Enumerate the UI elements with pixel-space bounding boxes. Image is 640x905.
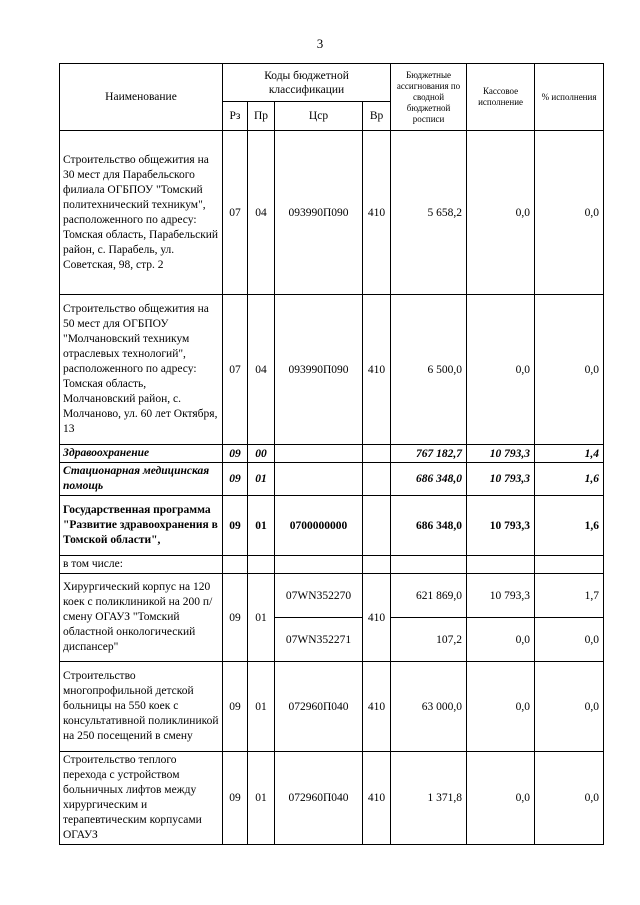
row-budget: 6 500,0: [391, 295, 467, 445]
row-pct: 1,7: [535, 574, 604, 618]
row-name: Государственная программа "Развитие здравоохранения в Томской области",: [60, 496, 223, 556]
budget-table: [59, 63, 604, 845]
row-cash: 0,0: [467, 295, 535, 445]
page-number: 3: [316, 36, 324, 51]
row-name: Хирургический корпус на 120 коек с поликлиникой на 200 п/смену ОГАУЗ "Томский областной онкологический диспансер": [60, 574, 223, 662]
row-pct: 1,4: [535, 445, 604, 463]
header-rz: Рз: [223, 102, 248, 131]
header-csr: Цср: [275, 102, 363, 131]
row-pr: 01: [248, 463, 275, 496]
header-pct: % исполнения: [535, 64, 604, 131]
row-rz: 09: [223, 445, 248, 463]
row-pr: 01: [248, 496, 275, 556]
row-rz: 09: [223, 662, 248, 752]
row-pr: 04: [248, 295, 275, 445]
table-row: [60, 131, 604, 295]
row-rz: 09: [223, 496, 248, 556]
row-rz: 07: [223, 295, 248, 445]
row-csr: 07WN352270: [275, 574, 363, 618]
row-budget: 686 348,0: [391, 496, 467, 556]
row-cash: 10 793,3: [467, 496, 535, 556]
row-cash: 10 793,3: [467, 445, 535, 463]
row-rz: 09: [223, 752, 248, 845]
row-name: Стационарная медицинская помощь: [60, 463, 223, 496]
row-cash: 0,0: [467, 662, 535, 752]
row-csr: 0700000000: [275, 496, 363, 556]
header-vr: Вр: [363, 102, 391, 131]
row-vr: 410: [363, 131, 391, 295]
table-row: [60, 752, 604, 845]
row-vr: 410: [363, 295, 391, 445]
row-csr: 072960П040: [275, 662, 363, 752]
row-budget: 1 371,8: [391, 752, 467, 845]
table-row: [60, 295, 604, 445]
row-cash: 10 793,3: [467, 463, 535, 496]
row-vr: [363, 445, 391, 463]
row-pr: 04: [248, 131, 275, 295]
row-pr: 01: [248, 662, 275, 752]
row-budget: 767 182,7: [391, 445, 467, 463]
row-csr: 072960П040: [275, 752, 363, 845]
row-cash: 0,0: [467, 131, 535, 295]
row-vr: [363, 496, 391, 556]
row-rz: 09: [223, 463, 248, 496]
header-codes-group: Коды бюджетной классификации: [223, 64, 391, 102]
row-pct: 0,0: [535, 662, 604, 752]
row-pr: 00: [248, 445, 275, 463]
row-pct: 0,0: [535, 752, 604, 845]
row-name: Строительство многопрофильной детской больницы на 550 коек с консультативной поликлиникой на 250 посещений в смену: [60, 662, 223, 752]
table-row: [60, 463, 604, 496]
table-row: [60, 496, 604, 556]
row-csr: [275, 463, 363, 496]
row-pct: 1,6: [535, 496, 604, 556]
row-pct: 0,0: [535, 618, 604, 662]
row-name: Строительство общежития на 50 мест для ОГБПОУ "Молчановский техникум отраслевых технологий", расположенного по адресу: Томская область, Молчановский район, с. Молчаново, ул. 60 лет Октября, 13: [60, 295, 223, 445]
row-csr: 093990П090: [275, 131, 363, 295]
table-row: [60, 574, 604, 618]
row-csr: 093990П090: [275, 295, 363, 445]
row-vr: 410: [363, 752, 391, 845]
row-pr: 01: [248, 574, 275, 662]
row-cash: 0,0: [467, 618, 535, 662]
header-name: Наименование: [60, 64, 223, 131]
table-row: [60, 556, 604, 574]
header-cash: Кассовое исполнение: [467, 64, 535, 131]
header-pr: Пр: [248, 102, 275, 131]
row-name: в том числе:: [60, 556, 223, 574]
row-rz: 07: [223, 131, 248, 295]
row-name: Строительство общежития на 30 мест для Парабельского филиала ОГБПОУ "Томский политехнический техникум", расположенного по адресу: Томская область, Парабельский район, с. Парабель, ул. Советская, 98, стр. 2: [60, 131, 223, 295]
row-budget: 5 658,2: [391, 131, 467, 295]
table-row: [60, 445, 604, 463]
row-csr: 07WN352271: [275, 618, 363, 662]
row-budget: 686 348,0: [391, 463, 467, 496]
row-name: Строительство теплого перехода с устройством больничных лифтов между хирургическим и терапевтическим корпусами ОГАУЗ: [60, 752, 223, 845]
row-pct: 0,0: [535, 131, 604, 295]
row-cash: 0,0: [467, 752, 535, 845]
row-csr: [275, 445, 363, 463]
table-row: [60, 662, 604, 752]
row-cash: 10 793,3: [467, 574, 535, 618]
row-budget: 107,2: [391, 618, 467, 662]
row-pr: 01: [248, 752, 275, 845]
row-vr: [363, 463, 391, 496]
row-vr: 410: [363, 574, 391, 662]
row-budget: 63 000,0: [391, 662, 467, 752]
row-vr: 410: [363, 662, 391, 752]
row-pct: 0,0: [535, 295, 604, 445]
row-rz: 09: [223, 574, 248, 662]
row-name: Здравоохранение: [60, 445, 223, 463]
row-pct: 1,6: [535, 463, 604, 496]
header-budget: Бюджетные ассигнования по сводной бюджетной росписи: [391, 64, 467, 131]
row-budget: 621 869,0: [391, 574, 467, 618]
